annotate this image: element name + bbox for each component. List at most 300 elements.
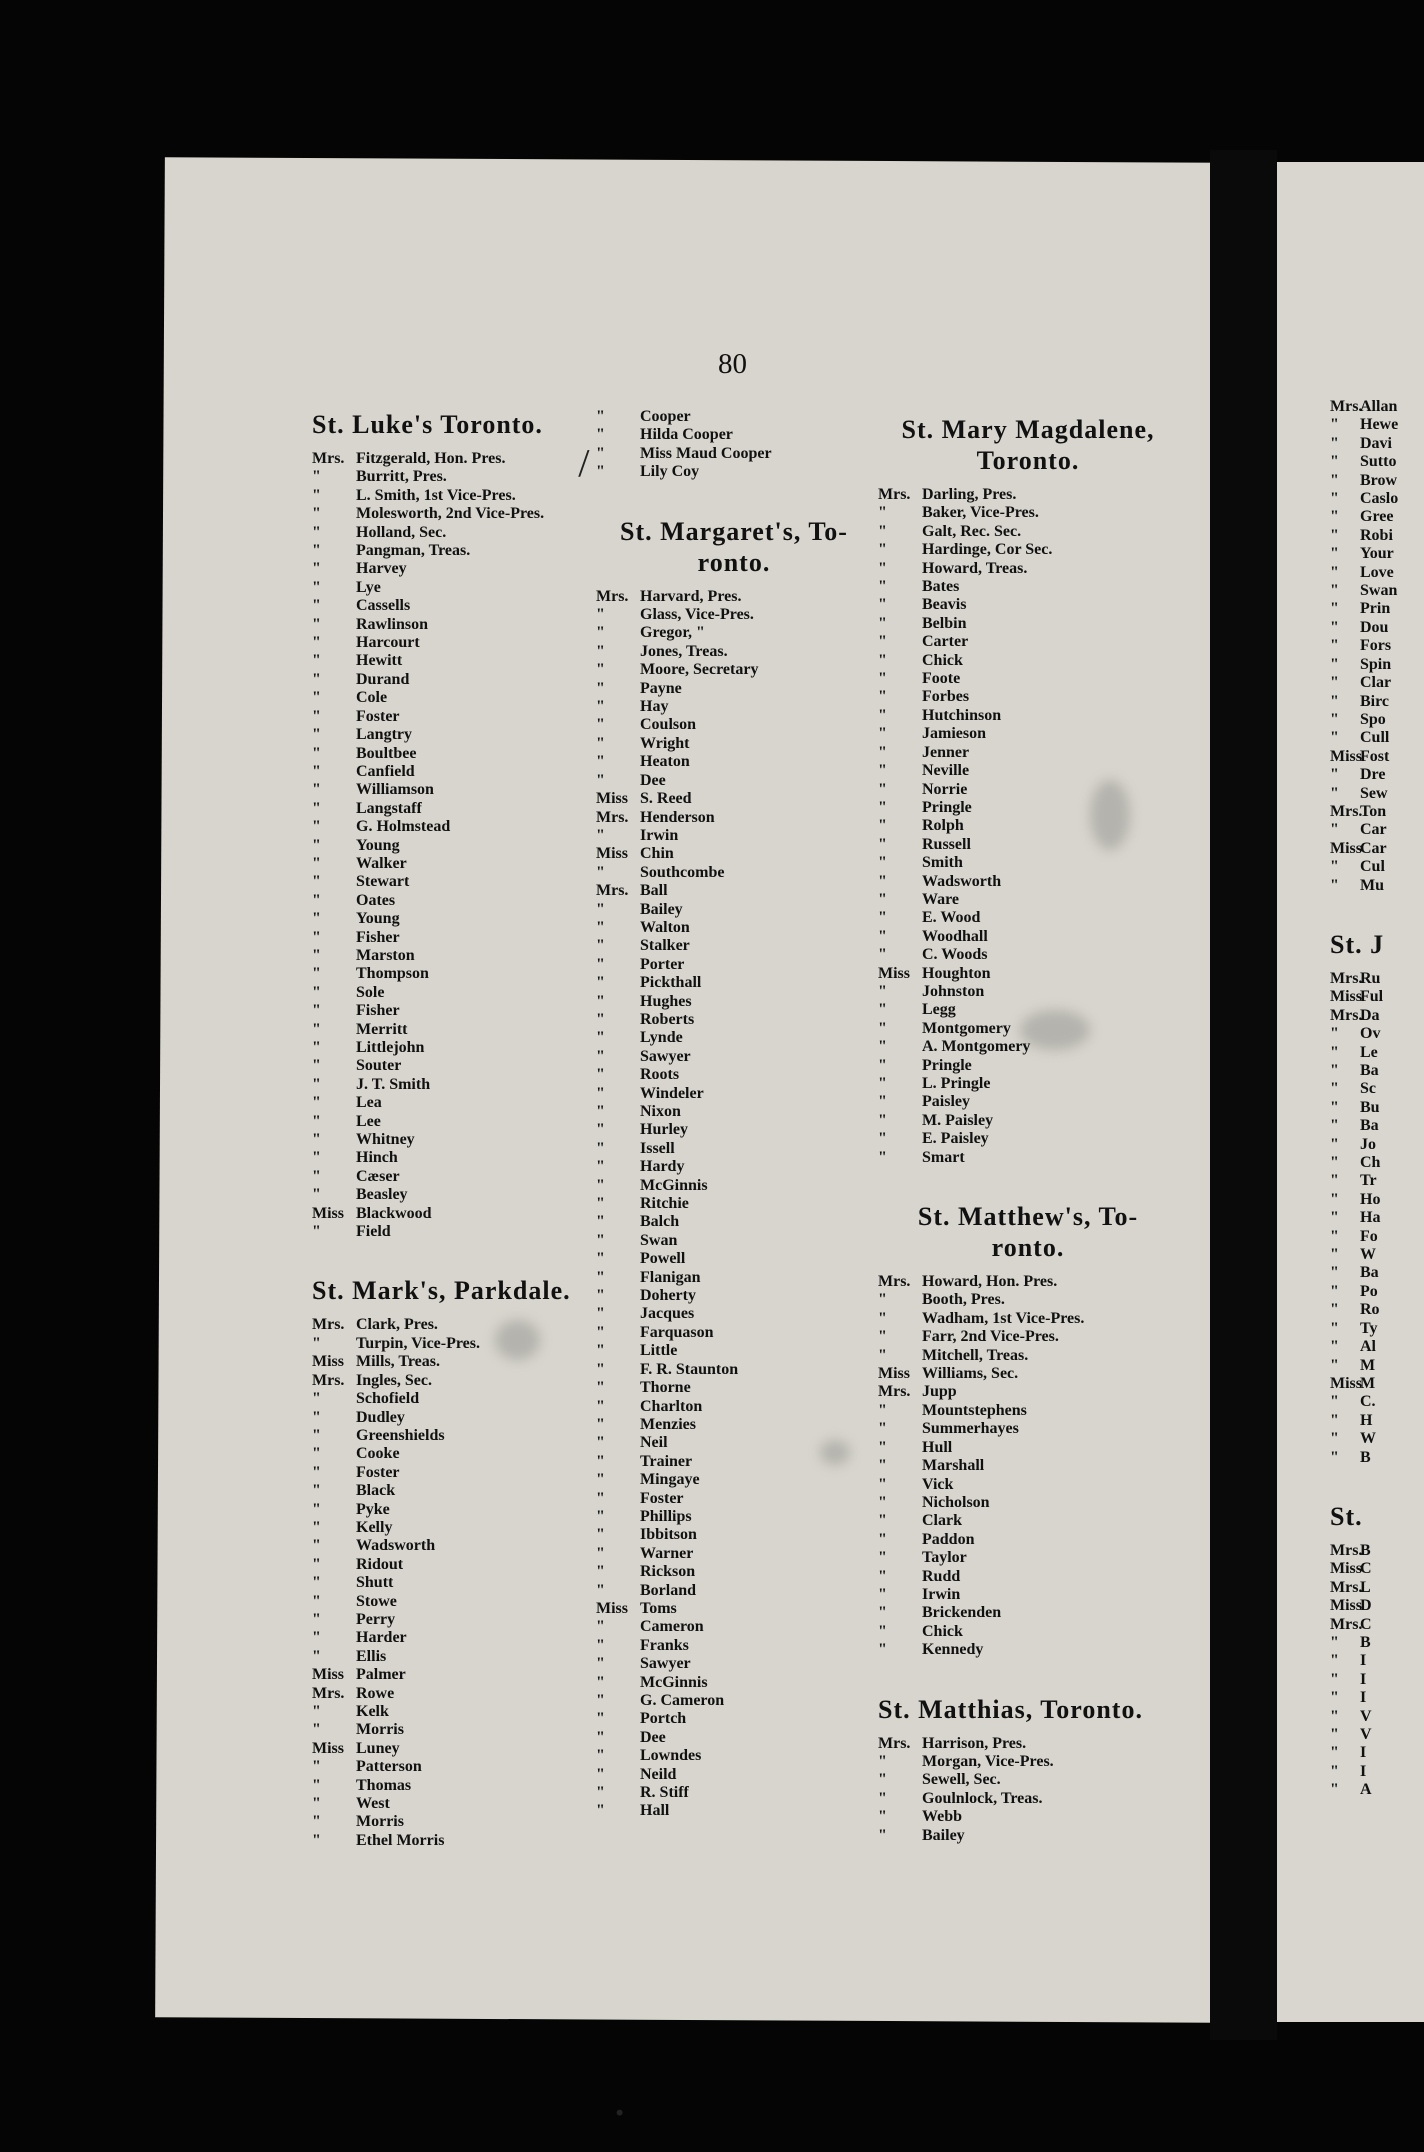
member-name: Jenner bbox=[922, 743, 970, 761]
member-name: Souter bbox=[356, 1057, 402, 1075]
member-title: " bbox=[878, 1585, 887, 1603]
member-name: Irwin bbox=[922, 1585, 961, 1603]
member-name: Galt, Rec. Sec. bbox=[922, 522, 1022, 540]
member-title: " bbox=[596, 679, 605, 697]
member-name: Harvey bbox=[356, 560, 407, 578]
member-entry bbox=[312, 1832, 602, 1850]
member-entry bbox=[1330, 490, 1424, 508]
member-title: " bbox=[596, 918, 605, 936]
member-entry bbox=[878, 1476, 1178, 1494]
member-title: " bbox=[878, 780, 887, 798]
member-entry bbox=[878, 1604, 1178, 1622]
member-title: Mrs. bbox=[878, 1734, 911, 1752]
member-title: " bbox=[878, 1401, 887, 1419]
member-name: Fo bbox=[1360, 1227, 1378, 1245]
member-title: " bbox=[312, 965, 321, 983]
member-entry bbox=[878, 560, 1178, 578]
member-name: Your bbox=[1360, 545, 1394, 563]
member-entry bbox=[596, 1232, 872, 1250]
member-title: " bbox=[878, 946, 887, 964]
member-title: " bbox=[878, 1019, 887, 1037]
member-name: Hay bbox=[640, 698, 669, 716]
member-entry bbox=[1330, 1228, 1424, 1246]
member-entry bbox=[312, 1131, 602, 1149]
member-name: Wadham, 1st Vice-Pres. bbox=[922, 1309, 1085, 1327]
member-name: Windeler bbox=[640, 1084, 704, 1102]
member-entry bbox=[596, 1784, 872, 1802]
member-title: " bbox=[596, 734, 605, 752]
member-entry bbox=[878, 1291, 1178, 1309]
member-name: Goulnlock, Treas. bbox=[922, 1789, 1043, 1807]
member-name: Borland bbox=[640, 1581, 697, 1599]
member-entry bbox=[312, 1113, 602, 1131]
member-name: Warner bbox=[640, 1544, 694, 1562]
member-name: Langtry bbox=[356, 726, 412, 744]
section-gap bbox=[878, 1167, 1178, 1197]
member-title: " bbox=[878, 927, 887, 945]
member-name: Smith bbox=[922, 854, 963, 872]
member-name: Jamieson bbox=[922, 725, 986, 743]
member-title: " bbox=[312, 1629, 321, 1647]
member-entry bbox=[1330, 803, 1424, 821]
member-title: Mrs. bbox=[1330, 398, 1363, 415]
member-entry bbox=[596, 974, 872, 992]
member-entry bbox=[312, 1223, 602, 1241]
member-name: Hewitt bbox=[356, 652, 403, 670]
member-name: L. Smith, 1st Vice-Pres. bbox=[356, 486, 516, 504]
member-title: Miss bbox=[878, 1365, 910, 1383]
member-entry bbox=[312, 1057, 602, 1075]
member-entry bbox=[596, 1490, 872, 1508]
member-name: A. Montgomery bbox=[922, 1038, 1031, 1056]
member-entry bbox=[596, 1121, 872, 1139]
member-name: Fost bbox=[1360, 747, 1390, 765]
member-entry bbox=[878, 1112, 1178, 1130]
member-entry bbox=[1330, 1246, 1424, 1264]
member-entry bbox=[312, 634, 602, 652]
member-entry bbox=[878, 1130, 1178, 1148]
member-entry bbox=[312, 1464, 602, 1482]
member-entry bbox=[312, 560, 602, 578]
member-title: Mrs. bbox=[1330, 1541, 1363, 1559]
member-name: Harcourt bbox=[356, 634, 420, 652]
section-gap bbox=[312, 1241, 602, 1271]
member-entry bbox=[312, 873, 602, 891]
member-name: Sutto bbox=[1360, 453, 1397, 471]
member-entry bbox=[878, 1641, 1178, 1659]
member-title: " bbox=[596, 1250, 605, 1268]
member-title: " bbox=[1330, 1338, 1339, 1356]
member-title: " bbox=[596, 1047, 605, 1065]
member-name: Nicholson bbox=[922, 1493, 990, 1511]
member-entry bbox=[1330, 1560, 1424, 1578]
member-name: Cameron bbox=[640, 1618, 704, 1636]
member-title: Miss bbox=[1330, 1560, 1362, 1578]
member-name: Bates bbox=[922, 578, 960, 596]
member-entry bbox=[312, 505, 602, 523]
member-entry bbox=[1330, 1117, 1424, 1135]
member-title: Mrs. bbox=[1330, 802, 1363, 820]
member-name: Prin bbox=[1360, 600, 1391, 618]
member-title: " bbox=[596, 1802, 605, 1820]
member-entry bbox=[596, 1066, 872, 1084]
member-name: G. Cameron bbox=[640, 1692, 725, 1709]
member-entry bbox=[596, 716, 872, 734]
member-title: " bbox=[878, 1622, 887, 1640]
member-title: " bbox=[1330, 1319, 1339, 1337]
member-entry bbox=[312, 1409, 602, 1427]
member-entry bbox=[596, 993, 872, 1011]
member-entry bbox=[596, 735, 872, 753]
member-entry bbox=[596, 1158, 872, 1176]
member-title: " bbox=[596, 863, 605, 881]
member-name: E. Paisley bbox=[922, 1130, 989, 1148]
member-title: " bbox=[312, 1831, 321, 1849]
member-title: " bbox=[878, 1493, 887, 1511]
member-name: Ch bbox=[1360, 1154, 1381, 1172]
member-title: " bbox=[596, 1010, 605, 1028]
member-name: Holland, Sec. bbox=[356, 523, 447, 541]
member-entry bbox=[312, 487, 602, 505]
member-title: " bbox=[878, 522, 887, 540]
member-entry bbox=[1330, 1708, 1424, 1726]
member-title: " bbox=[878, 1512, 887, 1530]
member-title: " bbox=[878, 1056, 887, 1074]
member-entry bbox=[1330, 564, 1424, 582]
member-title: " bbox=[878, 706, 887, 724]
member-entry bbox=[312, 597, 602, 615]
member-title: " bbox=[878, 1093, 887, 1111]
member-entry bbox=[596, 790, 872, 808]
member-name: Jones, Treas. bbox=[640, 642, 728, 660]
member-name: Davi bbox=[1360, 434, 1392, 452]
member-title: " bbox=[878, 982, 887, 1000]
member-name: Whitney bbox=[356, 1131, 415, 1149]
member-title: " bbox=[596, 1397, 605, 1415]
member-title: Miss bbox=[596, 790, 628, 808]
member-name: Ho bbox=[1360, 1190, 1381, 1208]
member-title: " bbox=[312, 597, 321, 615]
member-name: West bbox=[356, 1795, 390, 1813]
member-title: " bbox=[596, 606, 605, 624]
member-name: D bbox=[1360, 1597, 1372, 1615]
member-title: Mrs. bbox=[596, 808, 629, 826]
member-title: " bbox=[596, 955, 605, 973]
member-title: " bbox=[312, 1482, 321, 1500]
member-title: " bbox=[596, 1379, 605, 1397]
member-name: Johnston bbox=[922, 982, 985, 1000]
member-title: " bbox=[312, 1574, 321, 1592]
member-name: Lowndes bbox=[640, 1747, 702, 1765]
member-name: Burritt, Pres. bbox=[356, 468, 447, 486]
member-entry bbox=[1330, 1579, 1424, 1597]
member-name: Chick bbox=[922, 1622, 963, 1640]
member-name: B bbox=[1360, 1633, 1371, 1651]
member-title: " bbox=[1330, 1190, 1339, 1208]
member-name: C bbox=[1360, 1615, 1372, 1633]
member-title: Miss bbox=[312, 1666, 344, 1684]
member-name: Hardinge, Cor Sec. bbox=[922, 541, 1053, 559]
member-entry bbox=[312, 1519, 602, 1537]
member-entry bbox=[1330, 1080, 1424, 1098]
member-name: Dee bbox=[640, 771, 666, 789]
member-entry bbox=[312, 947, 602, 965]
member-name: Mu bbox=[1360, 876, 1384, 894]
member-entry bbox=[1330, 582, 1424, 600]
member-title: " bbox=[1330, 434, 1339, 452]
member-title: " bbox=[312, 1463, 321, 1481]
member-entry bbox=[1330, 527, 1424, 545]
member-entry bbox=[596, 753, 872, 771]
member-title: " bbox=[878, 504, 887, 522]
member-title: " bbox=[1330, 1209, 1339, 1227]
member-name: Sewell, Sec. bbox=[922, 1771, 1001, 1789]
member-title: " bbox=[878, 743, 887, 761]
member-name: I bbox=[1360, 1762, 1367, 1780]
member-name: Gregor, " bbox=[640, 624, 705, 642]
member-name: Hughes bbox=[640, 992, 692, 1010]
member-entry bbox=[312, 1574, 602, 1592]
member-title: " bbox=[1330, 526, 1339, 544]
member-title: " bbox=[1330, 1062, 1339, 1079]
member-entry bbox=[1330, 1264, 1424, 1282]
member-title: " bbox=[312, 1223, 321, 1241]
member-name: Marshall bbox=[922, 1457, 985, 1475]
member-entry bbox=[878, 486, 1178, 504]
member-name: Da bbox=[1360, 1006, 1380, 1024]
member-title: " bbox=[1330, 821, 1339, 839]
member-title: " bbox=[878, 817, 887, 835]
member-name: Howard, Treas. bbox=[922, 559, 1028, 577]
member-title: " bbox=[1330, 710, 1339, 728]
member-title: " bbox=[596, 1342, 605, 1360]
member-name: Rolph bbox=[922, 817, 964, 835]
member-name: Po bbox=[1360, 1282, 1378, 1300]
member-title: " bbox=[596, 1692, 605, 1709]
member-title: " bbox=[596, 1581, 605, 1599]
member-entry bbox=[878, 1735, 1178, 1753]
member-name: Stowe bbox=[356, 1592, 397, 1610]
member-name: R. Stiff bbox=[640, 1784, 689, 1802]
member-title: " bbox=[312, 836, 321, 854]
member-title: " bbox=[312, 1610, 321, 1628]
member-entry bbox=[1330, 785, 1424, 803]
ink-dot bbox=[617, 2110, 623, 2116]
member-entry bbox=[312, 524, 602, 542]
member-entry bbox=[1330, 1301, 1424, 1319]
member-name: Ellis bbox=[356, 1647, 387, 1665]
member-title: " bbox=[596, 1029, 605, 1047]
member-name: Hall bbox=[640, 1802, 670, 1820]
member-title: " bbox=[1330, 416, 1339, 434]
member-name: I bbox=[1360, 1744, 1367, 1762]
member-entry bbox=[1330, 1154, 1424, 1172]
member-title: " bbox=[878, 688, 887, 706]
member-title: " bbox=[878, 1438, 887, 1456]
member-entry bbox=[312, 689, 602, 707]
member-name: Brickenden bbox=[922, 1604, 1002, 1622]
member-entry bbox=[1330, 1375, 1424, 1393]
member-title: " bbox=[878, 541, 887, 559]
member-name: Boultbee bbox=[356, 744, 417, 762]
member-entry bbox=[1330, 1634, 1424, 1652]
member-title: " bbox=[312, 1758, 321, 1776]
member-entry bbox=[312, 984, 602, 1002]
member-name: Mountstephens bbox=[922, 1401, 1027, 1419]
member-entry bbox=[312, 1353, 602, 1371]
member-title: " bbox=[312, 1186, 321, 1204]
member-title: " bbox=[312, 505, 321, 523]
member-title: " bbox=[596, 642, 605, 660]
member-title: Miss bbox=[596, 845, 628, 863]
member-entry bbox=[312, 892, 602, 910]
member-title: Mrs. bbox=[596, 882, 629, 900]
member-entry bbox=[596, 643, 872, 661]
member-title: " bbox=[1330, 582, 1339, 600]
member-title: " bbox=[596, 1655, 605, 1673]
member-name: Payne bbox=[640, 679, 682, 697]
member-name: Ov bbox=[1360, 1025, 1381, 1043]
member-entry bbox=[878, 909, 1178, 927]
member-entry bbox=[312, 1685, 602, 1703]
member-title: " bbox=[596, 1434, 605, 1452]
member-title: Miss bbox=[312, 1353, 344, 1371]
member-name: Kennedy bbox=[922, 1641, 984, 1659]
member-entry bbox=[312, 855, 602, 873]
section-heading: St. Mark's, Parkdale. bbox=[312, 1276, 571, 1306]
member-title: " bbox=[1330, 1264, 1339, 1282]
member-entry bbox=[1330, 1726, 1424, 1744]
member-title: " bbox=[1330, 1227, 1339, 1245]
member-entry bbox=[878, 615, 1178, 633]
member-name: Canfield bbox=[356, 762, 415, 780]
member-name: Little bbox=[640, 1342, 678, 1360]
member-title: Mrs. bbox=[1330, 1578, 1363, 1596]
member-entry bbox=[1330, 748, 1424, 766]
member-title: " bbox=[878, 1826, 887, 1844]
member-entry bbox=[596, 1140, 872, 1158]
member-name: Bu bbox=[1360, 1098, 1380, 1116]
member-name: Glass, Vice-Pres. bbox=[640, 606, 754, 624]
member-name: Rowe bbox=[356, 1684, 395, 1702]
member-entry bbox=[878, 1790, 1178, 1808]
member-name: Neville bbox=[922, 762, 970, 780]
member-entry bbox=[312, 800, 602, 818]
member-name: Sawyer bbox=[640, 1047, 691, 1065]
member-title: " bbox=[596, 1176, 605, 1194]
member-name: Spo bbox=[1360, 710, 1386, 728]
member-entry bbox=[1330, 988, 1424, 1006]
member-title: " bbox=[878, 614, 887, 632]
member-name: Cassells bbox=[356, 597, 411, 615]
member-name: Greenshields bbox=[356, 1426, 445, 1444]
member-name: Ty bbox=[1360, 1319, 1378, 1337]
member-name: Birc bbox=[1360, 692, 1390, 710]
member-name: Miss Maud Cooper bbox=[640, 444, 772, 462]
member-title: " bbox=[878, 890, 887, 908]
member-name: Allan bbox=[1360, 398, 1398, 415]
member-title: " bbox=[878, 1038, 887, 1056]
member-entry bbox=[1330, 545, 1424, 563]
member-entry bbox=[878, 1038, 1178, 1056]
member-name: Chin bbox=[640, 845, 674, 863]
member-name: Powell bbox=[640, 1250, 686, 1268]
member-name: Wright bbox=[640, 734, 690, 752]
member-title: " bbox=[878, 854, 887, 872]
member-entry bbox=[596, 445, 872, 463]
member-name: Walton bbox=[640, 918, 690, 936]
member-title: Miss bbox=[1330, 747, 1362, 765]
member-name: I bbox=[1360, 1689, 1367, 1707]
member-name: Young bbox=[356, 910, 400, 928]
member-name: Lily Coy bbox=[640, 463, 700, 481]
member-entry bbox=[878, 891, 1178, 909]
member-entry bbox=[312, 1629, 602, 1647]
member-title: " bbox=[1330, 1043, 1339, 1061]
member-entry bbox=[312, 745, 602, 763]
member-title: " bbox=[878, 1752, 887, 1770]
member-name: Harder bbox=[356, 1629, 407, 1647]
member-entry bbox=[878, 725, 1178, 743]
member-title: " bbox=[878, 1111, 887, 1129]
member-entry bbox=[1330, 674, 1424, 692]
member-entry bbox=[312, 616, 602, 634]
member-entry bbox=[1330, 637, 1424, 655]
member-name: Smart bbox=[922, 1148, 965, 1166]
member-name: Bailey bbox=[640, 900, 683, 918]
member-name: Lye bbox=[356, 578, 381, 596]
member-name: Ethel Morris bbox=[356, 1831, 445, 1849]
member-title: " bbox=[596, 1452, 605, 1470]
member-name: Morgan, Vice-Pres. bbox=[922, 1752, 1054, 1770]
member-name: Paddon bbox=[922, 1530, 975, 1548]
member-name: Houghton bbox=[922, 964, 991, 982]
member-entry bbox=[312, 1758, 602, 1776]
member-entry bbox=[878, 1439, 1178, 1457]
member-entry bbox=[1330, 1430, 1424, 1448]
member-name: Lynde bbox=[640, 1029, 683, 1047]
member-entry bbox=[312, 1537, 602, 1555]
member-entry bbox=[1330, 970, 1424, 988]
member-name: Merritt bbox=[356, 1020, 408, 1038]
member-name: Coulson bbox=[640, 716, 697, 734]
member-title: Mrs. bbox=[312, 1684, 345, 1702]
member-name: Darling, Pres. bbox=[922, 486, 1017, 503]
member-entry bbox=[1330, 1652, 1424, 1670]
member-title: " bbox=[312, 578, 321, 596]
member-name: Williamson bbox=[356, 781, 434, 799]
member-name: Cooper bbox=[640, 408, 691, 425]
member-entry bbox=[1330, 416, 1424, 434]
member-title: " bbox=[596, 1747, 605, 1765]
member-title: " bbox=[312, 1795, 321, 1813]
member-name: Franks bbox=[640, 1636, 689, 1654]
member-name: Car bbox=[1360, 839, 1387, 857]
member-entry bbox=[312, 837, 602, 855]
member-name: Cæser bbox=[356, 1167, 400, 1185]
member-name: Lea bbox=[356, 1094, 382, 1112]
member-entry bbox=[1330, 1781, 1424, 1799]
member-title: " bbox=[596, 1563, 605, 1581]
member-name: I bbox=[1360, 1652, 1367, 1670]
member-title: " bbox=[1330, 1246, 1339, 1264]
member-entry bbox=[878, 799, 1178, 817]
member-name: Al bbox=[1360, 1338, 1376, 1356]
member-title: " bbox=[312, 1039, 321, 1056]
member-name: Molesworth, 2nd Vice-Pres. bbox=[356, 505, 545, 523]
member-title: " bbox=[1330, 674, 1339, 692]
member-entry bbox=[878, 1623, 1178, 1641]
